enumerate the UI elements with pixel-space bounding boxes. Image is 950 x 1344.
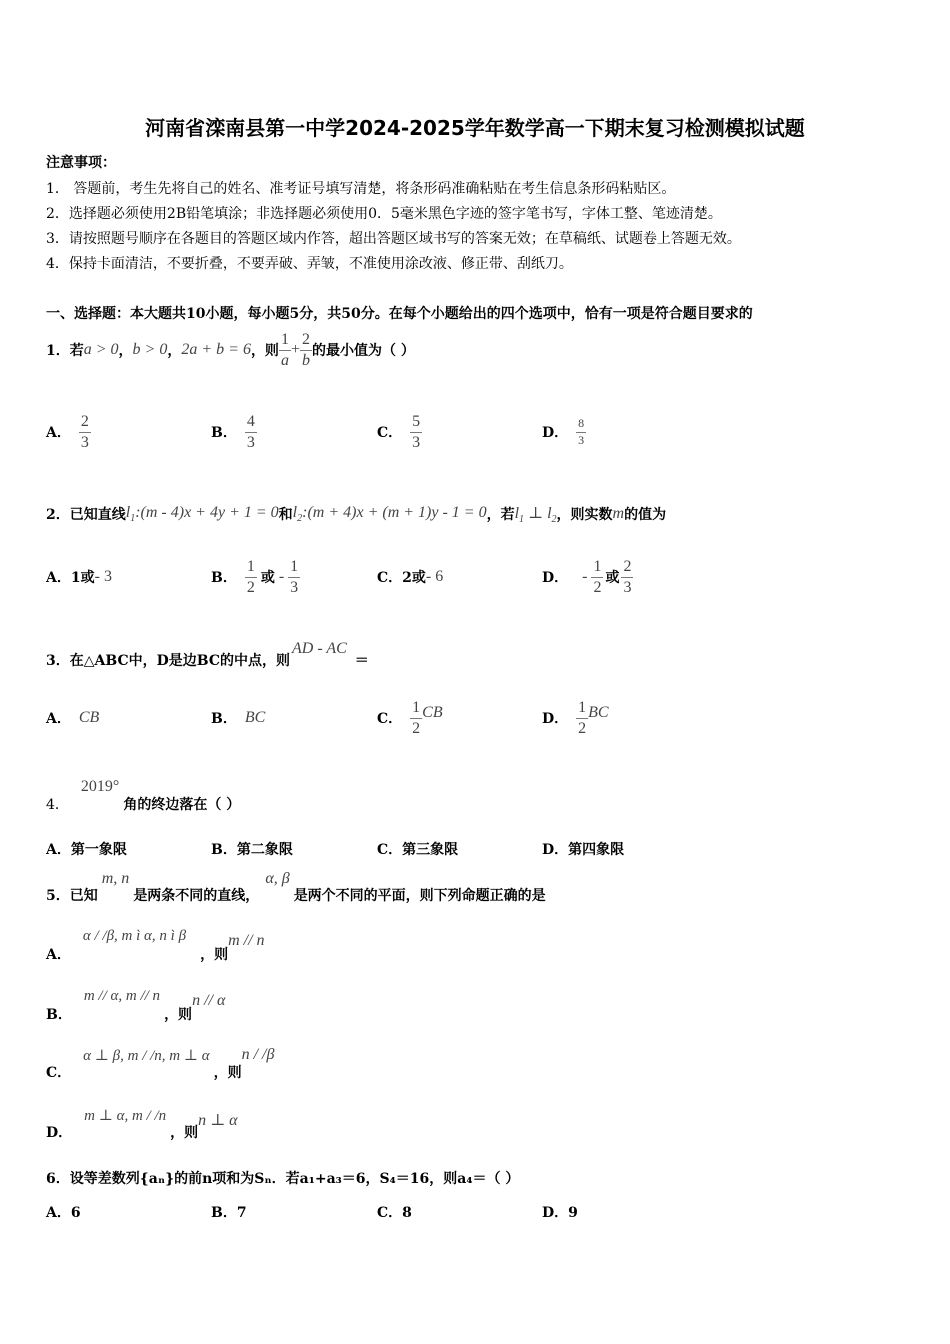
q1-option-c-label: C． — [377, 425, 403, 441]
q1-cond2: b > 0 — [132, 341, 168, 358]
q1-sep1: ， — [118, 343, 133, 359]
q1-fraction-1 — [279, 331, 291, 369]
q3-option-a — [46, 694, 99, 742]
q2-line1 — [126, 504, 279, 524]
q5-b-expr: m // α, m // n — [83, 988, 161, 1004]
question-3 — [46, 640, 369, 670]
q5-t1: 是两条不同的直线， — [133, 888, 260, 904]
q1-then: ，则 — [250, 343, 279, 359]
q5-a-res: m // n — [228, 932, 265, 949]
q2-if: ，若 — [486, 507, 515, 523]
q3-expr: AD - AC — [291, 640, 347, 657]
q2-perp-s1: 1 — [519, 514, 525, 526]
q3-option-b-value: BC — [244, 709, 266, 726]
q1-option-a — [46, 410, 91, 454]
q2-tail: ，则实数 — [556, 507, 613, 523]
q2-option-b — [211, 553, 300, 601]
q3-d-fd: 2 — [578, 719, 587, 737]
q5-c-then: ，则 — [213, 1065, 242, 1081]
q5-d-then: ，则 — [170, 1125, 199, 1141]
q6-option-b: B．7 — [211, 1205, 247, 1221]
q1-b-num: 4 — [245, 413, 257, 433]
q2-d-f1n: 1 — [591, 558, 603, 578]
notice-heading: 注意事项： — [46, 155, 116, 171]
q1-c-num: 5 — [410, 413, 422, 433]
q1-sep2: ， — [167, 343, 182, 359]
q2-number: 2．已知直线 — [46, 507, 126, 523]
q1-cond1: a > 0 — [83, 341, 119, 358]
q3-option-c-label: C． — [377, 711, 403, 727]
q5-t2: 是两个不同的平面，则下列命题正确的是 — [293, 888, 546, 904]
q1-f2-num: 2 — [300, 331, 312, 351]
q2-b-f1n: 1 — [245, 558, 257, 578]
q2-d-minus: - — [582, 568, 588, 585]
q1-tail: 的最小值为（ ） — [311, 343, 415, 359]
q2-eq1: :(m - 4)x + 4y + 1 = 0 — [135, 503, 279, 521]
q5-b-label: B． — [46, 1007, 72, 1023]
q2-option-c — [377, 553, 443, 601]
q5-b-res: n // α — [192, 992, 226, 1009]
q2-b-f2d: 3 — [290, 578, 299, 596]
notice-item-2: 2．选择题必须使用2B铅笔填涂；非选择题必须使用0．5毫米黑色字迹的签字笔书写，字体工整、笔迹清楚。 — [46, 206, 722, 222]
q5-b-then: ，则 — [164, 1007, 193, 1023]
q1-d-den: 3 — [578, 432, 585, 447]
q2-b-minus: - — [278, 568, 285, 585]
q2-l1: l — [125, 503, 131, 521]
q6-option-c: C．8 — [377, 1205, 412, 1221]
q3-option-c — [377, 694, 443, 742]
notice-item-1: 1． 答题前，考生先将自己的姓名、准考证号填写清楚，将条形码准确粘贴在考生信息条形码粘贴区。 — [46, 181, 676, 197]
q1-fraction-2 — [300, 331, 312, 369]
notice-item-4: 4．保持卡面清洁，不要折叠，不要弄破、弄皱，不准使用涂改液、修正带、刮纸刀。 — [46, 256, 573, 272]
q2-eq2: :(m + 4)x + (m + 1)y - 1 = 0 — [302, 503, 487, 521]
q2-line2 — [293, 504, 487, 524]
q5-a-then: ，则 — [200, 947, 229, 963]
q1-option-d-label: D． — [542, 425, 569, 441]
q1-option-b — [211, 410, 257, 454]
q2-option-d-label: D． — [542, 570, 569, 586]
q2-b-frac2 — [288, 558, 300, 596]
q6-option-d: D．9 — [542, 1205, 578, 1221]
q1-option-b-label: B． — [211, 425, 237, 441]
q2-b-f1d: 2 — [246, 578, 255, 596]
q2-d-frac2 — [621, 558, 633, 596]
q5-c-label: C． — [46, 1065, 72, 1081]
question-5 — [46, 870, 546, 904]
q3-d-fn: 1 — [576, 699, 588, 719]
section-heading: 一、选择题：本大题共10小题，每小题5分，共50分。在每个小题给出的四个选项中，恰有一项是符合题目要求的 — [46, 306, 753, 322]
page-title: 河南省滦南县第一中学2024-2025学年数学高一下期末复习检测模拟试题 — [145, 116, 805, 140]
q3-option-d — [542, 694, 609, 742]
question-2 — [46, 494, 666, 534]
q2-l1-sub: 1 — [130, 513, 136, 525]
q5-option-a — [46, 928, 265, 962]
q1-option-c-frac — [410, 413, 422, 451]
q2-var: m — [612, 505, 625, 522]
q2-option-a — [46, 553, 112, 601]
q3-option-a-value: CB — [78, 709, 100, 726]
q1-option-c — [377, 410, 422, 454]
question-1 — [46, 326, 415, 374]
q5-c-res: n / /β — [241, 1046, 275, 1063]
q4-number: 4． — [46, 797, 69, 813]
q2-perp-l1: l — [514, 504, 520, 522]
q2-d-or: 或 — [605, 570, 620, 586]
q2-d-f2n: 2 — [621, 558, 633, 578]
q3-d-frac — [576, 699, 588, 737]
q2-perp-s2: 2 — [551, 514, 557, 526]
notice-item-3: 3．请按照题号顺序在各题目的答题区域内作答，超出答题区域书写的答案无效；在草稿纸、试题卷上答题无效。 — [46, 231, 741, 247]
q1-option-a-label: A． — [46, 425, 71, 441]
q1-b-den: 3 — [246, 433, 255, 451]
q5-option-c — [46, 1046, 274, 1080]
q5-mn: m, n — [101, 870, 130, 887]
q3-option-a-label: A． — [46, 711, 71, 727]
q1-plus: + — [290, 341, 300, 358]
q2-option-d — [542, 553, 633, 601]
q3-d-vec: BC — [588, 704, 609, 721]
q2-d-f2d: 3 — [623, 578, 632, 596]
q1-option-d — [542, 410, 586, 454]
q2-d-frac1 — [591, 558, 603, 596]
q3-eq: ＝ — [354, 653, 369, 669]
q2-option-c-label: C．2或 — [377, 570, 426, 586]
q5-number: 5．已知 — [46, 888, 98, 904]
q3-option-b-label: B． — [211, 711, 237, 727]
q1-c-den: 3 — [412, 433, 421, 451]
q2-l2: l — [292, 503, 298, 521]
q2-option-c-value: - 6 — [425, 568, 444, 585]
q1-d-num: 8 — [576, 417, 586, 432]
question-4 — [46, 778, 240, 812]
q5-d-expr: m ⊥ α, m / /n — [84, 1108, 167, 1124]
q2-l2-sub: 2 — [297, 513, 303, 525]
q3-c-vec: CB — [422, 704, 443, 721]
question-6: 6．设等差数列{aₙ}的前n项和为Sₙ．若a₁+a₃＝6，S₄＝16，则a₄＝（ ） — [46, 1171, 520, 1187]
q3-c-fd: 2 — [412, 719, 421, 737]
q4-text: 角的终边落在（ ） — [123, 797, 241, 813]
q3-c-fn: 1 — [410, 699, 422, 719]
q2-b-or: 或 — [260, 570, 275, 586]
q1-f2-den: b — [301, 351, 310, 369]
q2-tail2: 的值为 — [624, 507, 667, 523]
q2-option-a-value: - 3 — [94, 568, 112, 585]
q6-option-a: A．6 — [46, 1205, 81, 1221]
q4-option-a: A．第一象限 — [46, 842, 127, 858]
q5-c-expr: α ⊥ β, m / /n, m ⊥ α — [83, 1048, 210, 1064]
q5-d-label: D． — [46, 1125, 73, 1141]
q1-f1-den: a — [280, 351, 289, 369]
q3-text: 3．在△ABC中，D是边BC的中点，则 — [46, 653, 290, 669]
q1-option-d-frac — [576, 417, 586, 446]
q5-a-expr: α / /β, m ì α, n ì β — [82, 928, 187, 944]
q2-b-f2n: 1 — [288, 558, 300, 578]
q5-a-label: A． — [46, 947, 71, 963]
q1-cond3: 2a + b = 6 — [181, 341, 251, 358]
q2-d-f1d: 2 — [593, 578, 602, 596]
q4-angle: 2019° — [80, 778, 120, 795]
q2-and: 和 — [278, 507, 293, 523]
q3-option-b — [211, 694, 265, 742]
q3-c-frac — [410, 699, 422, 737]
q1-a-num: 2 — [79, 413, 91, 433]
q3-option-d-label: D． — [542, 711, 569, 727]
q1-a-den: 3 — [80, 433, 89, 451]
q1-option-b-frac — [245, 413, 257, 451]
q2-perp-op: ⊥ l — [524, 504, 552, 522]
q4-option-c: C．第三象限 — [377, 842, 459, 858]
q5-option-b — [46, 988, 225, 1022]
q2-perp — [515, 503, 557, 525]
q2-b-frac1 — [245, 558, 257, 596]
q1-f1-num: 1 — [279, 331, 291, 351]
q5-option-d — [46, 1106, 238, 1140]
q1-number: 1．若 — [46, 343, 84, 359]
q5-ab: α, β — [265, 870, 290, 887]
q4-option-b: B．第二象限 — [211, 842, 293, 858]
q2-option-b-label: B． — [211, 570, 237, 586]
q5-d-res: n ⊥ α — [198, 1112, 238, 1129]
q4-option-d: D．第四象限 — [542, 842, 625, 858]
q2-option-a-label: A．1或 — [46, 570, 95, 586]
q1-option-a-frac — [79, 413, 91, 451]
